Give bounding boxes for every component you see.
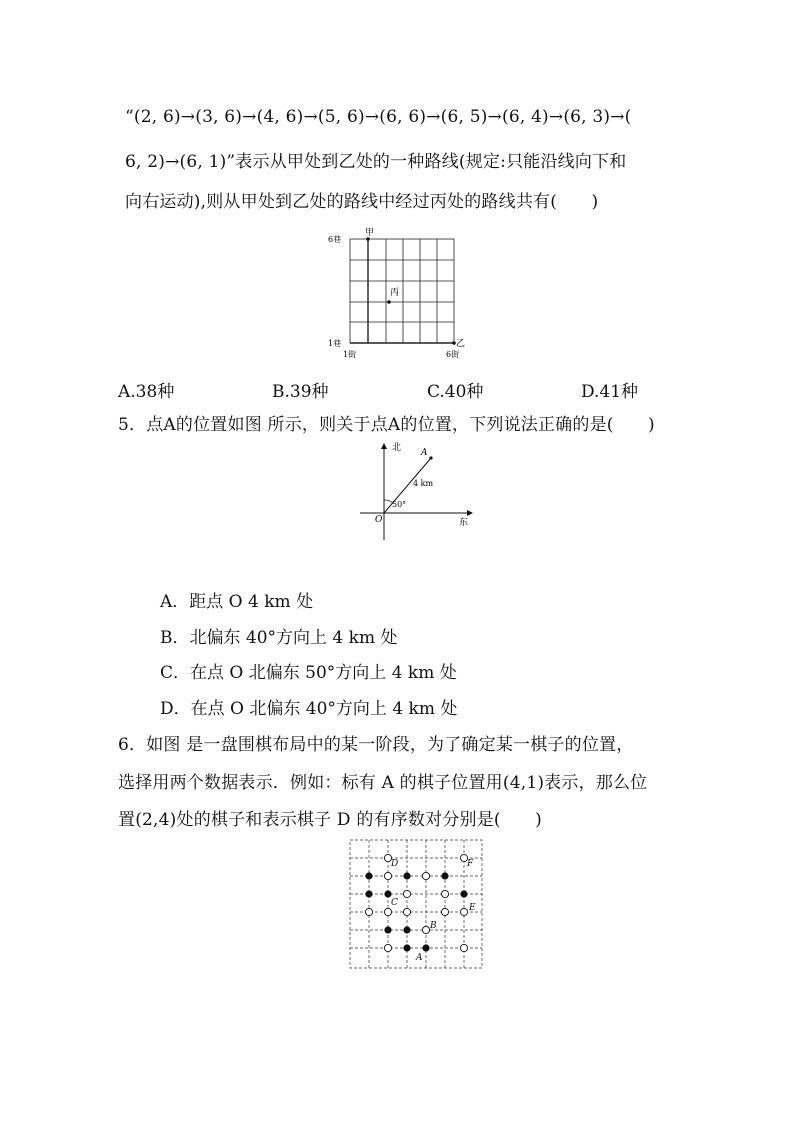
- q5-option-c[interactable]: C．在点 O 北偏东 50°方向上 4 km 处: [160, 663, 457, 683]
- q6-stem-line-1: 6．如图 是一盘围棋布局中的某一阶段，为了确定某一棋子的位置，: [118, 735, 634, 755]
- white-stone-b: [422, 926, 429, 933]
- white-stone: [403, 890, 410, 897]
- white-stone: [384, 872, 391, 879]
- q6-label-d: D: [391, 859, 399, 869]
- q5-point-a: [429, 456, 432, 459]
- q6-go-board-figure: [348, 838, 484, 972]
- black-stone: [365, 890, 372, 897]
- white-stone: [384, 944, 391, 951]
- white-stone: [460, 944, 467, 951]
- q5-option-d[interactable]: D．在点 O 北偏东 40°方向上 4 km 处: [160, 699, 458, 719]
- black-stone: [384, 890, 391, 897]
- q4-stem-line-1: “(2, 6)→(3, 6)→(4, 6)→(5, 6)→(6, 6)→(6, 5)→(6, 4)→(6, 3)→(: [125, 107, 632, 127]
- white-stone: [441, 908, 448, 915]
- black-stone: [403, 944, 410, 951]
- q6-label-b: B: [430, 921, 437, 931]
- q4-label-bing: 丙: [390, 288, 400, 298]
- black-stone: [365, 872, 372, 879]
- q4-label-6-alley: 6巷: [328, 235, 342, 244]
- q4-label-jia: 甲: [365, 228, 375, 238]
- q4-street-grid-figure: [318, 222, 478, 364]
- q4-option-a[interactable]: A.38种: [118, 382, 175, 402]
- q5-east-label: 东: [459, 518, 469, 528]
- q5-north-label: 北: [392, 443, 402, 453]
- q5-option-a[interactable]: A．距点 O 4 km 处: [160, 592, 314, 612]
- white-stone: [403, 908, 410, 915]
- q5-angle-label: 50°: [392, 500, 407, 509]
- white-stone: [365, 908, 372, 915]
- q6-stem-line-3: 置(2,4)处的棋子和表示棋子 D 的有序数对分别是( ): [118, 810, 543, 830]
- q4-point-bing: [387, 300, 391, 304]
- q5-stem: 5．点A的位置如图 所示，则关于点A的位置，下列说法正确的是( ): [118, 415, 655, 435]
- q4-label-1-alley: 1巷: [328, 339, 342, 348]
- black-stone-a: [422, 944, 429, 951]
- black-stone: [460, 890, 467, 897]
- q4-option-c[interactable]: C.40种: [427, 382, 484, 402]
- q4-stem-line-2: 6, 2)→(6, 1)”表示从甲处到乙处的一种路线(规定:只能沿线向下和: [125, 152, 627, 172]
- black-stone: [403, 926, 410, 933]
- q5-compass-figure: [356, 440, 476, 544]
- white-stone: [441, 890, 448, 897]
- black-stone: [441, 872, 448, 879]
- q4-option-d[interactable]: D.41种: [581, 382, 639, 402]
- black-stone: [384, 926, 391, 933]
- q6-label-e: E: [469, 903, 476, 913]
- q6-label-a: A: [416, 953, 423, 963]
- q6-stem-line-2: 选择用两个数据表示．例如：标有 A 的棋子位置用(4,1)表示，那么位: [118, 773, 648, 793]
- q4-label-yi: 乙: [456, 339, 466, 349]
- white-stone: [422, 872, 429, 879]
- q4-label-1-street: 1街: [343, 350, 357, 359]
- white-stone: [384, 908, 391, 915]
- white-stone-e: [460, 908, 467, 915]
- q4-option-b[interactable]: B.39种: [272, 382, 329, 402]
- q5-point-a-label: A: [421, 448, 428, 458]
- q4-label-6-street: 6街: [446, 350, 460, 359]
- q5-option-b[interactable]: B．北偏东 40°方向上 4 km 处: [160, 628, 398, 648]
- q4-stem-line-3: 向右运动),则从甲处到乙处的路线中经过丙处的路线共有( ): [125, 192, 599, 212]
- black-stone: [403, 872, 410, 879]
- q6-label-f: F: [467, 859, 474, 869]
- q6-label-c: C: [391, 898, 398, 908]
- q5-origin-label: O: [375, 515, 383, 525]
- q5-distance-label: 4 km: [413, 479, 434, 488]
